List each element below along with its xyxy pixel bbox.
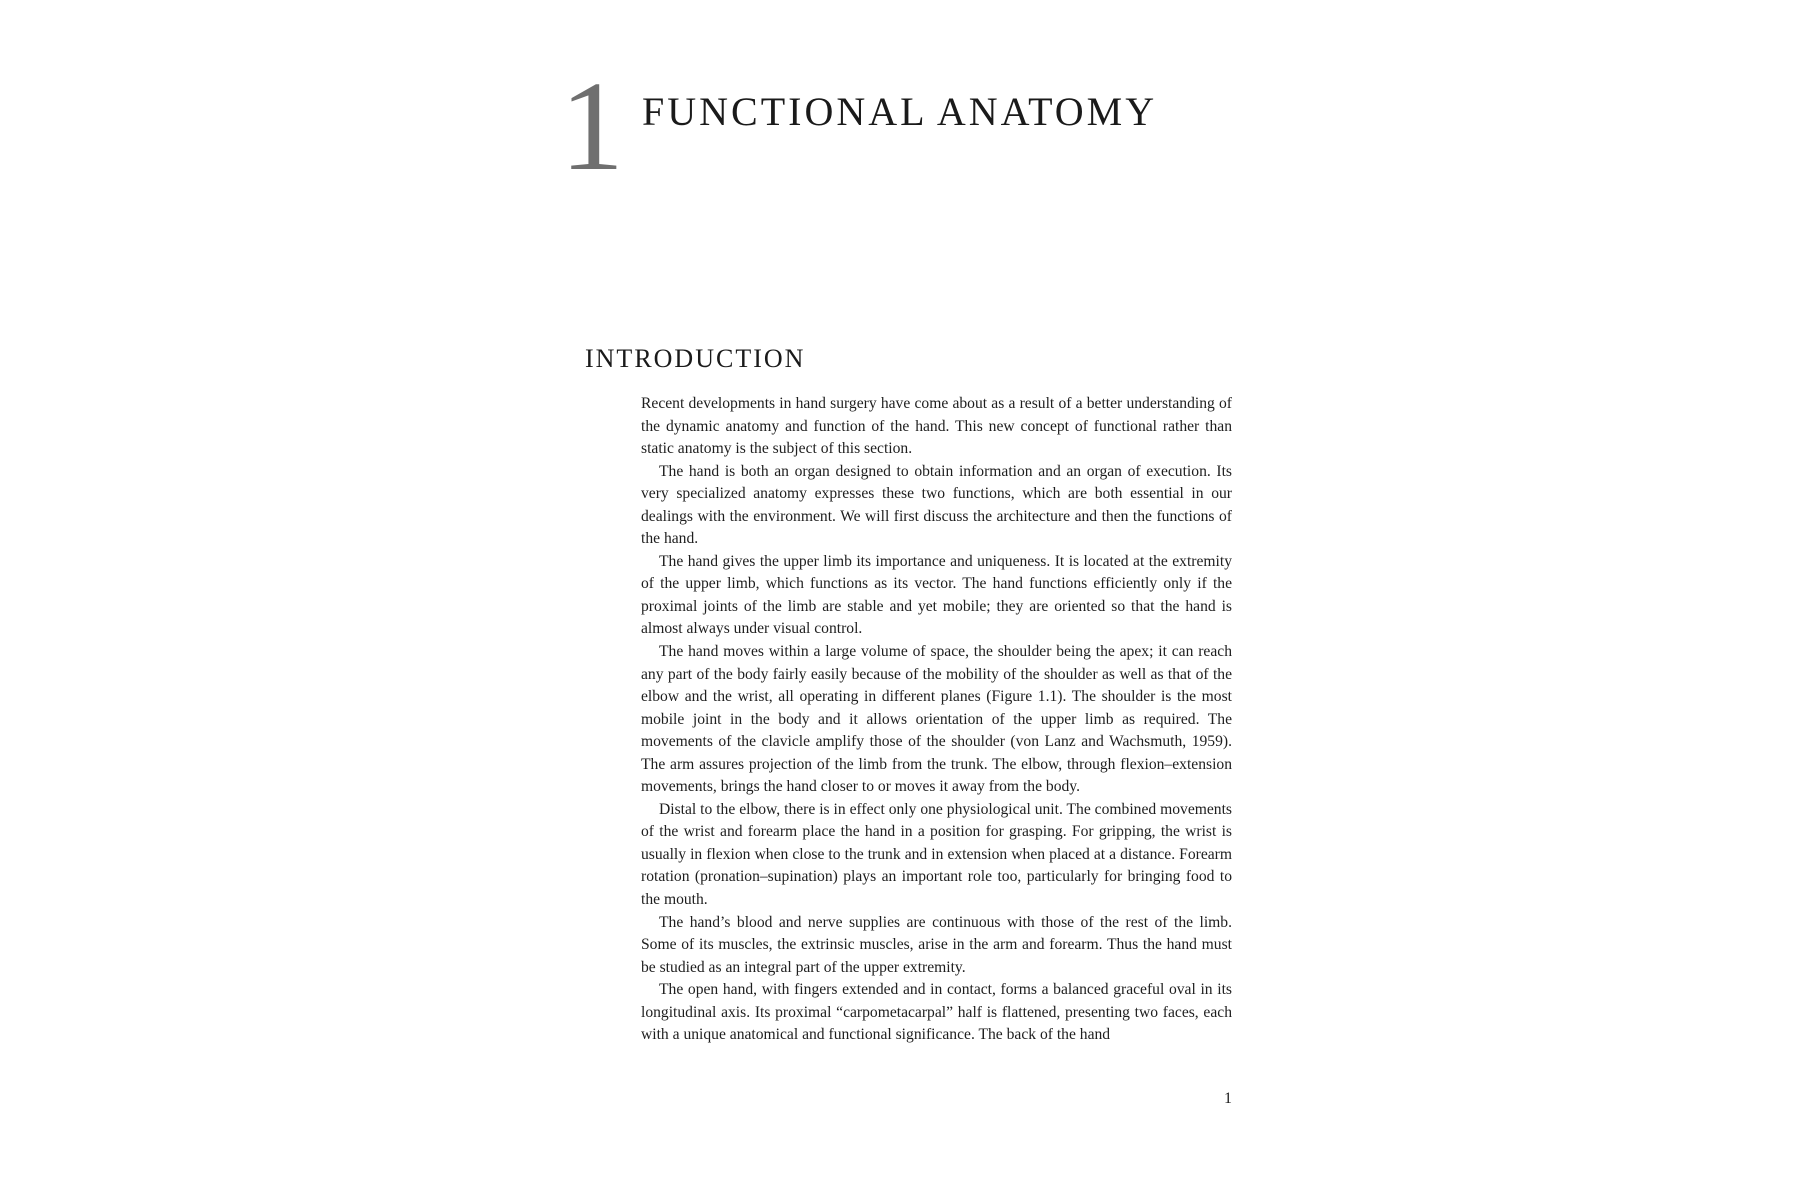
page-number: 1 [1224,1090,1232,1107]
paragraph: The open hand, with fingers extended and in contact, forms a balanced graceful oval in its longitudinal axis. Its proximal “carpometacarpal” half is flattened, presenting two faces, each with a unique anatomical and functional significance. The back of the hand [641,981,1232,1044]
paragraph: The hand gives the upper limb its importance and uniqueness. It is located at the extremity of the upper limb, which functions as its vector. The hand functions efficiently only if the proximal joints of the limb are stable and yet mobile; they are oriented so that the hand is almost always under visual control. [641,552,1232,638]
section-heading: INTRODUCTION [585,344,806,373]
paragraph: Recent developments in hand surgery have come about as a result of a better understanding of the dynamic anatomy and function of the hand. This new concept of functional rather than static anatomy is the subject of this section. [641,395,1232,458]
body-text [641,393,1232,1047]
paragraph: The hand is both an organ designed to obtain information and an organ of execution. Its very specialized anatomy expresses these two functions, which are both essential in our dealings with the environment. We will first discuss the architecture and then the functions of the hand. [641,462,1232,548]
chapter-number: 1 [560,55,624,197]
chapter-title: FUNCTIONAL ANATOMY [642,89,1158,134]
paragraph: The hand’s blood and nerve supplies are continuous with those of the rest of the limb. Some of its muscles, the extrinsic muscles, arise in the arm and forearm. Thus the hand must be studied as an integral part of the upper extremity. [641,913,1232,976]
paragraph: Distal to the elbow, there is in effect only one physiological unit. The combined movements of the wrist and forearm place the hand in a position for grasping. For gripping, the wrist is usually in flexion when close to the trunk and in extension when placed at a distance. Forearm rotation (pronation–supination) plays an important role too, particularly for bringing food to the mouth. [641,800,1232,909]
paragraph: The hand moves within a large volume of space, the shoulder being the apex; it can reach any part of the body fairly easily because of the mobility of the shoulder as well as that of the elbow and the wrist, all operating in different planes (Figure 1.1). The shoulder is the most mobile joint in the body and it allows orientation of the upper limb as required. The movements of the clavicle amplify those of the shoulder (von Lanz and Wachsmuth, 1959). The arm assures projection of the limb from the trunk. The elbow, through flexion–extension movements, brings the hand closer to or moves it away from the body. [641,643,1232,796]
